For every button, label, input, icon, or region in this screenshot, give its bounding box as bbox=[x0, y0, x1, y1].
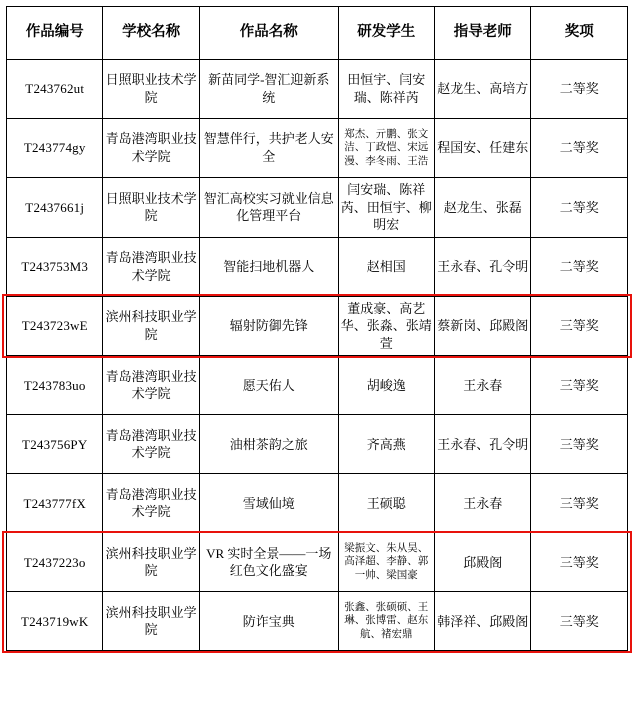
cell-code: T243756PY bbox=[7, 415, 103, 474]
cell-students: 胡峻逸 bbox=[338, 356, 434, 415]
cell-code: T243762ut bbox=[7, 60, 103, 119]
column-header-code: 作品编号 bbox=[7, 7, 103, 60]
cell-work: 防诈宝典 bbox=[199, 592, 338, 651]
cell-teachers: 王永春、孔令明 bbox=[435, 415, 531, 474]
cell-teachers: 邱殿阁 bbox=[435, 533, 531, 592]
cell-school: 青岛港湾职业技术学院 bbox=[103, 356, 199, 415]
cell-teachers: 蔡新岗、邱殿阁 bbox=[435, 296, 531, 356]
cell-teachers: 韩泽祥、邱殿阁 bbox=[435, 592, 531, 651]
cell-code: T243753M3 bbox=[7, 237, 103, 296]
table-row bbox=[7, 60, 628, 119]
table-row bbox=[7, 237, 628, 296]
table-row bbox=[7, 592, 628, 651]
cell-school: 滨州科技职业学院 bbox=[103, 592, 199, 651]
table-header bbox=[7, 7, 628, 60]
column-header-students: 研发学生 bbox=[338, 7, 434, 60]
cell-teachers: 王永春、孔令明 bbox=[435, 237, 531, 296]
cell-students: 董成豪、高艺华、张淼、张靖萱 bbox=[338, 296, 434, 356]
table-header-row bbox=[7, 7, 628, 60]
cell-students: 张鑫、张硕硕、王琳、张博雷、赵东航、褚宏鼎 bbox=[338, 592, 434, 651]
cell-work: 智汇高校实习就业信息化管理平台 bbox=[199, 178, 338, 238]
cell-award: 三等奖 bbox=[531, 356, 628, 415]
cell-award: 二等奖 bbox=[531, 237, 628, 296]
cell-code: T2437661j bbox=[7, 178, 103, 238]
cell-work: 新苗同学-智汇迎新系统 bbox=[199, 60, 338, 119]
cell-code: T243774gy bbox=[7, 119, 103, 178]
cell-students: 田恒宇、闫安瑞、陈祥芮 bbox=[338, 60, 434, 119]
cell-award: 二等奖 bbox=[531, 119, 628, 178]
cell-teachers: 赵龙生、张磊 bbox=[435, 178, 531, 238]
cell-work: 辐射防御先锋 bbox=[199, 296, 338, 356]
cell-school: 滨州科技职业学院 bbox=[103, 533, 199, 592]
table-row bbox=[7, 178, 628, 238]
column-header-school: 学校名称 bbox=[103, 7, 199, 60]
cell-code: T243777fX bbox=[7, 474, 103, 533]
award-table bbox=[6, 6, 628, 651]
cell-work: 智能扫地机器人 bbox=[199, 237, 338, 296]
cell-award: 三等奖 bbox=[531, 474, 628, 533]
cell-students: 王硕聪 bbox=[338, 474, 434, 533]
cell-students: 郑杰、亓鹏、张文洁、丁政恺、宋远漫、李冬雨、王浩 bbox=[338, 119, 434, 178]
cell-school: 日照职业技术学院 bbox=[103, 60, 199, 119]
cell-students: 齐高燕 bbox=[338, 415, 434, 474]
cell-code: T243719wK bbox=[7, 592, 103, 651]
cell-students: 闫安瑞、陈祥芮、田恒宇、柳明宏 bbox=[338, 178, 434, 238]
cell-school: 日照职业技术学院 bbox=[103, 178, 199, 238]
cell-students: 赵相国 bbox=[338, 237, 434, 296]
cell-school: 滨州科技职业学院 bbox=[103, 296, 199, 356]
cell-teachers: 王永春 bbox=[435, 356, 531, 415]
cell-work: 智慧伴行，共护老人安全 bbox=[199, 119, 338, 178]
table-row bbox=[7, 356, 628, 415]
cell-code: T243723wE bbox=[7, 296, 103, 356]
cell-school: 青岛港湾职业技术学院 bbox=[103, 119, 199, 178]
cell-award: 三等奖 bbox=[531, 533, 628, 592]
cell-award: 三等奖 bbox=[531, 592, 628, 651]
cell-award: 三等奖 bbox=[531, 415, 628, 474]
cell-school: 青岛港湾职业技术学院 bbox=[103, 237, 199, 296]
column-header-teachers: 指导老师 bbox=[435, 7, 531, 60]
column-header-work: 作品名称 bbox=[199, 7, 338, 60]
cell-work: VR 实时全景——一场红色文化盛宴 bbox=[199, 533, 338, 592]
table-body bbox=[7, 60, 628, 651]
column-header-award: 奖项 bbox=[531, 7, 628, 60]
cell-teachers: 程国安、任建东 bbox=[435, 119, 531, 178]
cell-school: 青岛港湾职业技术学院 bbox=[103, 474, 199, 533]
table-row bbox=[7, 533, 628, 592]
cell-work: 愿天佑人 bbox=[199, 356, 338, 415]
cell-school: 青岛港湾职业技术学院 bbox=[103, 415, 199, 474]
cell-work: 油柑茶韵之旅 bbox=[199, 415, 338, 474]
table-row bbox=[7, 119, 628, 178]
cell-students: 梁振文、朱从昊、高泽超、李静、郭一帅、梁国豪 bbox=[338, 533, 434, 592]
cell-code: T243783uo bbox=[7, 356, 103, 415]
cell-award: 二等奖 bbox=[531, 60, 628, 119]
cell-teachers: 赵龙生、高培方 bbox=[435, 60, 531, 119]
table-row bbox=[7, 296, 628, 356]
cell-award: 三等奖 bbox=[531, 296, 628, 356]
table-row bbox=[7, 415, 628, 474]
cell-code: T2437223o bbox=[7, 533, 103, 592]
cell-teachers: 王永春 bbox=[435, 474, 531, 533]
table-row bbox=[7, 474, 628, 533]
cell-award: 二等奖 bbox=[531, 178, 628, 238]
cell-work: 雪域仙境 bbox=[199, 474, 338, 533]
